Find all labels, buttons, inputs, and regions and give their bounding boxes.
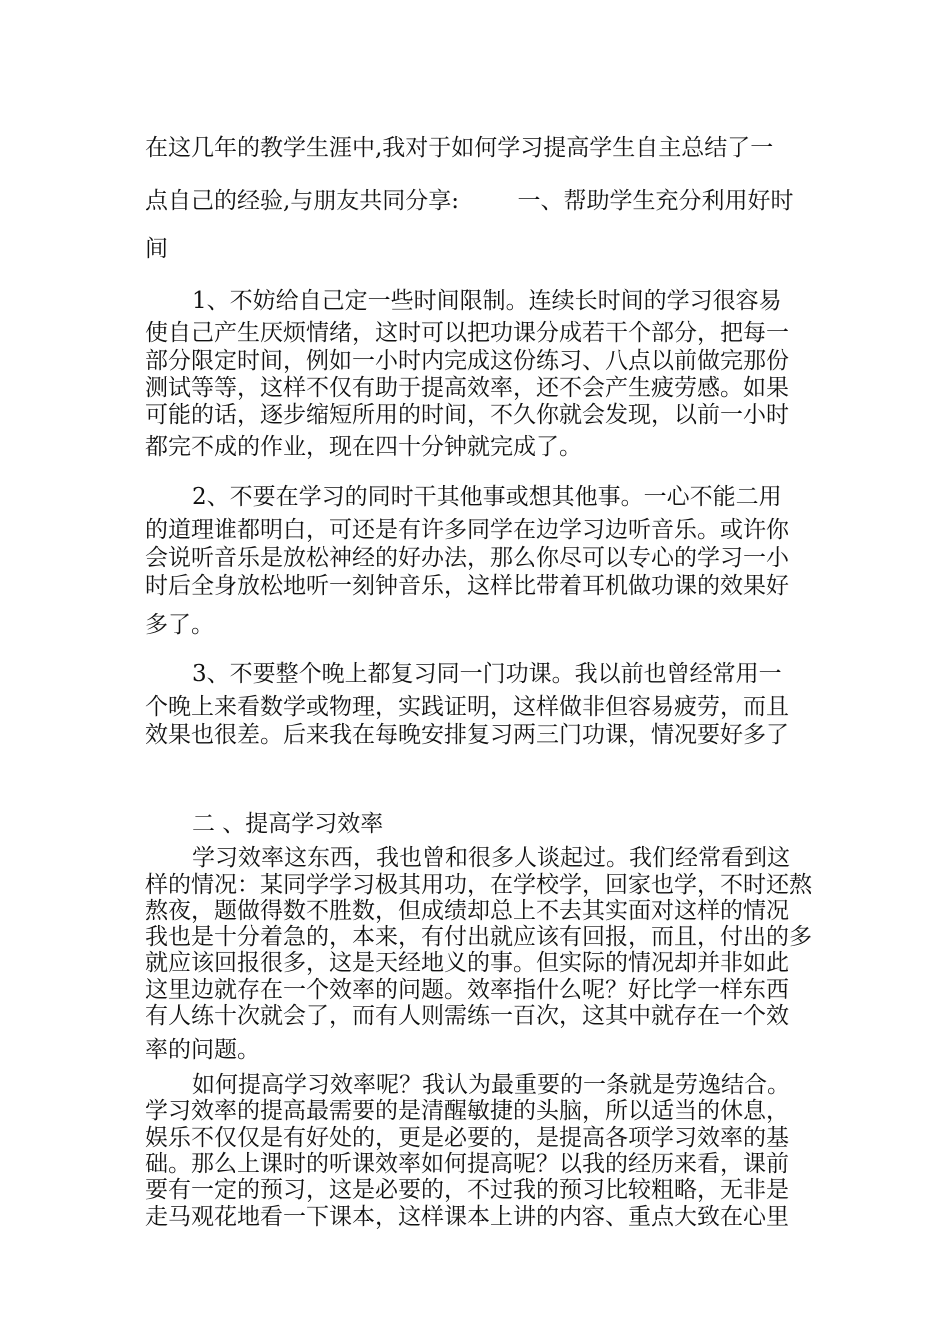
text-line: 都完不成的作业，现在四十分钟就完成了。 [145, 434, 582, 460]
text-line: 如何提高学习效率呢？我认为最重要的一条就是劳逸结合。 [192, 1072, 790, 1098]
text-line: 这里边就存在一个效率的问题。效率指什么呢？好比学一样东西 [145, 977, 789, 1003]
text-line: 娱乐不仅仅是有好处的，更是必要的，是提高各项学习效率的基 [145, 1125, 789, 1151]
text-line: 会说听音乐是放松神经的好办法，那么你尽可以专心的学习一小 [145, 545, 789, 571]
text-line: 走马观花地看一下课本，这样课本上讲的内容、重点大致在心里 [145, 1204, 789, 1230]
text-line: 就应该回报很多，这是天经地义的事。但实际的情况却并非如此 [145, 950, 789, 976]
text-line: 测试等等，这样不仅有助于提高效率，还不会产生疲劳感。如果 [145, 375, 789, 401]
text-line: 3、不要整个晚上都复习同一门功课。我以前也曾经常用一 [192, 661, 782, 687]
text-line: 间 [145, 236, 168, 262]
text-line: 熬夜，题做得数不胜数，但成绩却总上不去其实面对这样的情况 [145, 898, 789, 924]
text-line: 的道理谁都明白，可还是有许多同学在边学习边听音乐。或许你 [145, 517, 789, 543]
section-heading: 二 、提高学习效率 [192, 811, 384, 837]
text-line: 时后全身放松地听一刻钟音乐，这样比带着耳机做功课的效果好 [145, 573, 789, 599]
text-line: 有人练十次就会了，而有人则需练一百次，这其中就存在一个效 [145, 1003, 789, 1029]
text-line: 学习效率的提高最需要的是清醒敏捷的头脑，所以适当的休息， [145, 1098, 789, 1124]
text-line: 2、不要在学习的同时干其他事或想其他事。一心不能二用 [192, 484, 782, 510]
text-line: 要有一定的预习，这是必要的，不过我的预习比较粗略，无非是 [145, 1177, 789, 1203]
text-line: 在这几年的教学生涯中,我对于如何学习提高学生自主总结了一 [145, 135, 774, 161]
text-line: 可能的话，逐步缩短所用的时间，不久你就会发现，以前一小时 [145, 402, 789, 428]
text-line: 我也是十分着急的，本来，有付出就应该有回报，而且，付出的多 [145, 924, 812, 950]
text-line: 个晚上来看数学或物理，实践证明，这样做非但容易疲劳，而且 [145, 694, 789, 720]
text-line: 点自己的经验,与朋友共同分享: 一、帮助学生充分利用好时 [145, 188, 794, 214]
text-line: 础。那么上课时的听课效率如何提高呢？以我的经历来看，课前 [145, 1151, 789, 1177]
text-line: 使自己产生厌烦情绪，这时可以把功课分成若干个部分，把每一 [145, 320, 789, 346]
text-line: 样的情况：某同学学习极其用功，在学校学，回家也学，不时还熬 [145, 872, 812, 898]
text-line: 1、不妨给自己定一些时间限制。连续长时间的学习很容易 [192, 288, 782, 314]
text-line: 多了。 [145, 612, 214, 638]
text-line: 部分限定时间，例如一小时内完成这份练习、八点以前做完那份 [145, 348, 789, 374]
text-line: 率的问题。 [145, 1037, 260, 1063]
text-line: 效果也很差。后来我在每晚安排复习两三门功课，情况要好多了 [145, 722, 789, 748]
text-line: 学习效率这东西，我也曾和很多人谈起过。我们经常看到这 [192, 845, 790, 871]
